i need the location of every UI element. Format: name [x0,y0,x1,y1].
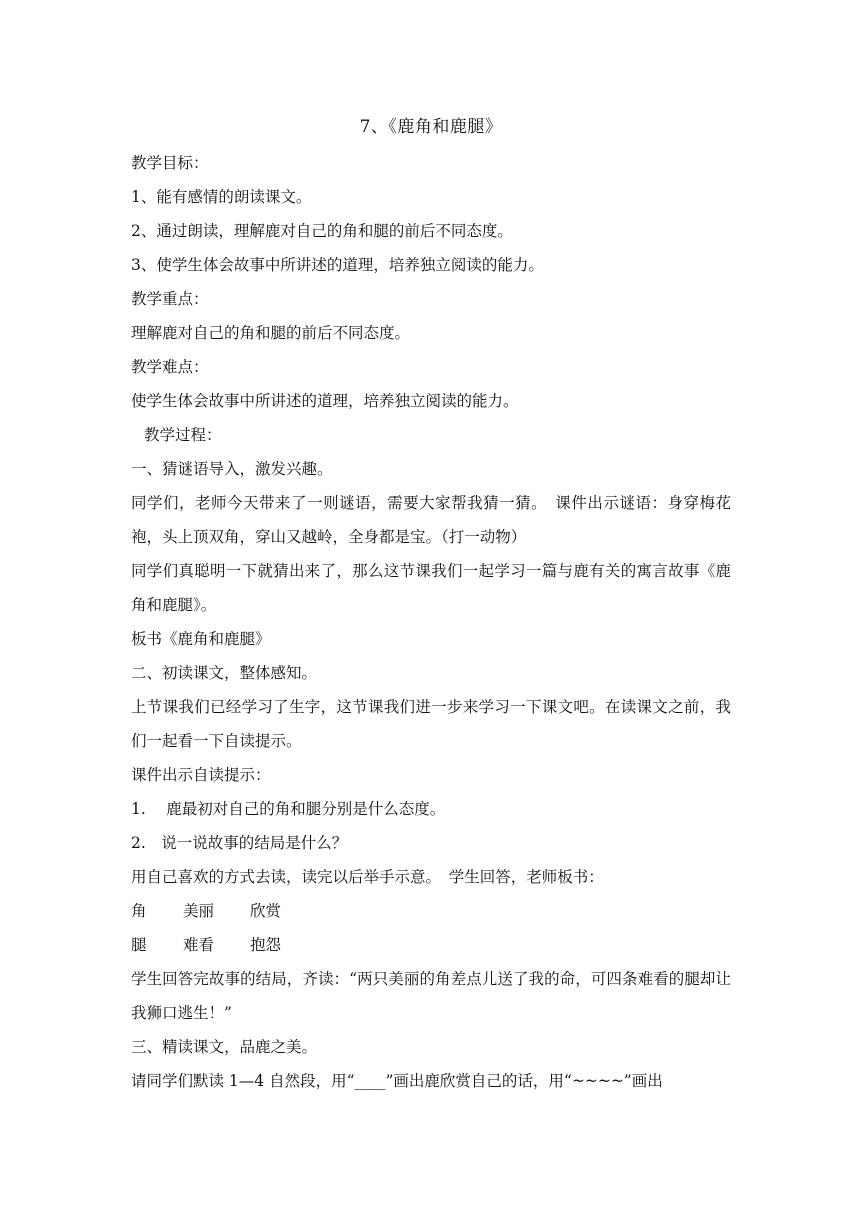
prompt-item-2: 2. 说一说故事的结局是什么？ [131,834,348,852]
section-2-heading: 二、初读课文，整体感知。 [131,664,318,682]
heading-objectives: 教学目标： [131,154,209,172]
document-body [131,112,731,1098]
board-cell: 欣赏 [250,902,282,920]
riddle-paragraph: 同学们，老师今天带来了一则谜语，需要大家帮我猜一猜。 课件出示谜语：身穿梅花袍，头上顶双角，穿山又越岭，全身都是宝。（打一动物） [131,494,731,546]
heading-difficulty: 教学难点： [131,358,209,376]
reading-paragraph: 上节课我们已经学习了生字，这节课我们进一步来学习一下课文吧。在读课文之前，我们一起看一下自读提示。 [131,698,731,750]
objective-1: 1、能有感情的朗读课文。 [131,188,312,206]
section-3-heading: 三、精读课文，品鹿之美。 [131,1038,318,1056]
objective-2: 2、通过朗读，理解鹿对自己的角和腿的前后不同态度。 [131,222,513,240]
objective-3: 3、使学生体会故事中所讲述的道理，培养独立阅读的能力。 [131,256,544,274]
difficulty-text: 使学生体会故事中所讲述的道理，培养独立阅读的能力。 [131,392,519,410]
heading-key-points: 教学重点： [131,290,209,308]
board-row-leg [131,928,731,962]
board-row-horn [131,894,731,928]
section-1-heading: 一、猜谜语导入，激发兴趣。 [131,460,333,478]
board-cell: 抱怨 [250,936,282,954]
board-cell: 角 [131,902,147,920]
prompt-item-1: 1. 鹿最初对自己的角和腿分别是什么态度。 [131,800,446,818]
board-cell: 难看 [183,936,215,954]
board-cell: 美丽 [183,902,215,920]
intro-paragraph: 同学们真聪明一下就猜出来了，那么这节课我们一起学习一篇与鹿有关的寓言故事《鹿角和鹿腿》。 [131,562,731,614]
board-cell: 腿 [131,936,147,954]
reading-instruction: 用自己喜欢的方式去读，读完以后举手示意。 学生回答，老师板书： [131,868,604,886]
key-point-text: 理解鹿对自己的角和腿的前后不同态度。 [131,324,411,342]
heading-process: 教学过程： [144,426,222,444]
self-reading-prompt-heading: 课件出示自读提示： [131,766,271,784]
document-title: 7、《鹿角和鹿腿》 [359,117,503,137]
silent-reading-instruction: 请同学们默读 1—4 自然段，用“____”画出鹿欣赏自己的话，用“~~~~”画出 [131,1072,663,1090]
board-title: 板书《鹿角和鹿腿》 [131,630,271,648]
ending-paragraph: 学生回答完故事的结局，齐读：“两只美丽的角差点儿送了我的命，可四条难看的腿却让我狮口逃生！” [131,970,731,1022]
